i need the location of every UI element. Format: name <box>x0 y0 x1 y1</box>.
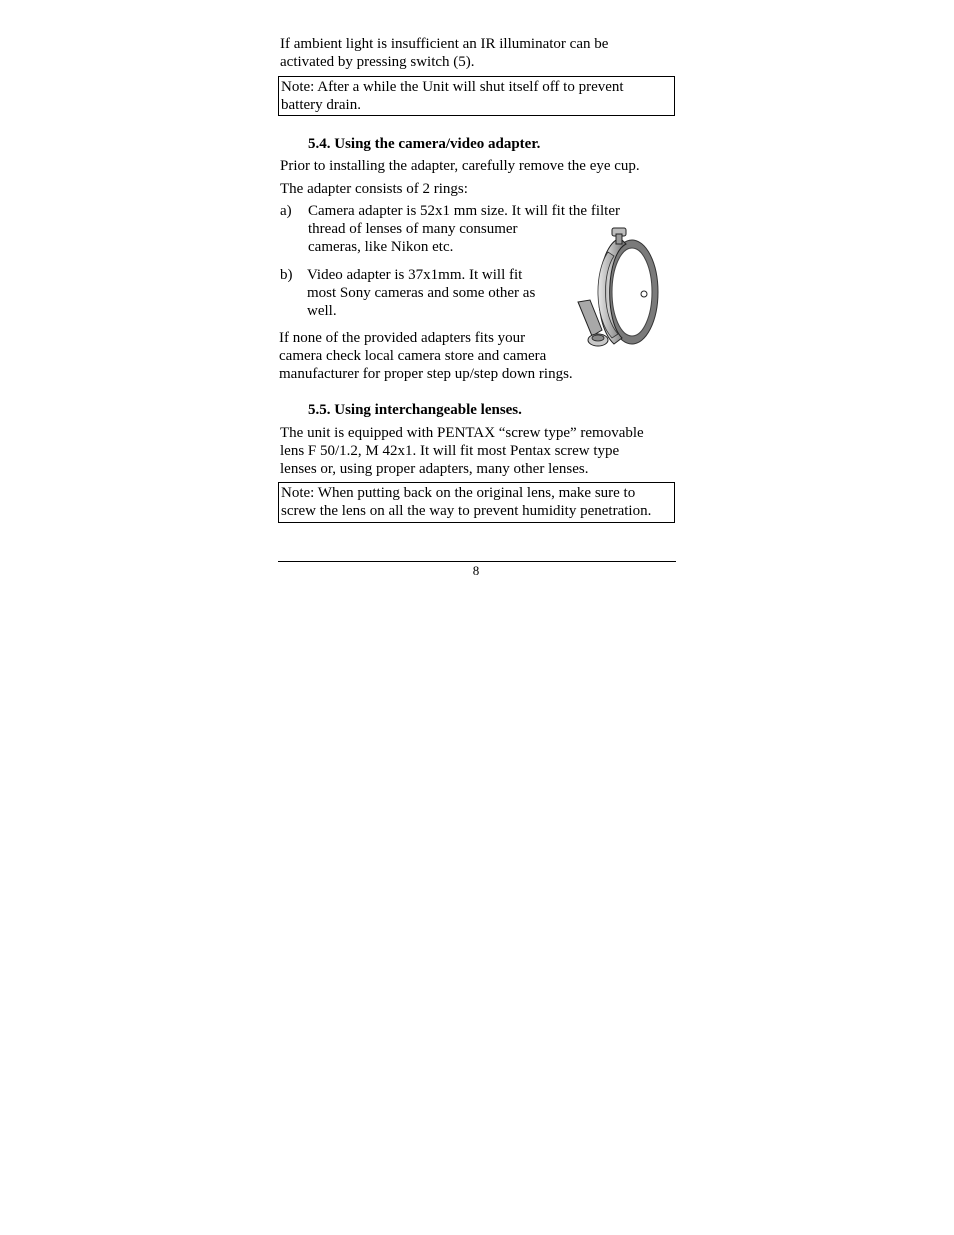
note-line: Note: When putting back on the original lens, make sure to <box>281 485 636 501</box>
paragraph-line: lens F 50/1.2, M 42x1. It will fit most Pentax screw type <box>280 443 620 459</box>
list-marker-a: a) <box>280 203 292 219</box>
paragraph-line: camera check local camera store and camera <box>279 348 547 364</box>
list-item-line: cameras, like Nikon etc. <box>308 239 454 255</box>
list-item-line: well. <box>307 303 337 319</box>
paragraph-line: manufacturer for proper step up/step down rings. <box>279 366 573 382</box>
section-heading-5-5: 5.5. Using interchangeable lenses. <box>308 402 522 418</box>
note-box-lens <box>278 482 675 523</box>
list-item-line: thread of lenses of many consumer <box>308 221 518 237</box>
list-marker-b: b) <box>280 267 293 283</box>
paragraph-adapters <box>279 329 599 383</box>
list-item-line: most Sony cameras and some other as <box>307 285 536 301</box>
note-line: screw the lens on all the way to prevent humidity penetration. <box>281 503 652 519</box>
note-line: battery drain. <box>281 97 361 113</box>
paragraph-line: lenses or, using proper adapters, many other lenses. <box>280 461 589 477</box>
note-box-battery <box>278 76 675 116</box>
list-item-b <box>307 266 557 320</box>
intro-paragraph <box>280 35 680 71</box>
paragraph-lens <box>280 424 680 478</box>
intro-line: If ambient light is insufficient an IR illuminator can be <box>280 36 609 52</box>
page-number: 8 <box>472 563 480 578</box>
paragraph-line: The unit is equipped with PENTAX “screw type” removable <box>280 425 644 441</box>
section-heading-5-4: 5.4. Using the camera/video adapter. <box>308 136 541 152</box>
intro-line: activated by pressing switch (5). <box>280 54 475 70</box>
paragraph: Prior to installing the adapter, carefully remove the eye cup. <box>280 158 640 174</box>
list-item-line: Camera adapter is 52x1 mm size. It will fit the filter <box>308 203 620 219</box>
paragraph-line: If none of the provided adapters fits your <box>279 330 526 346</box>
list-item-line: Video adapter is 37x1mm. It will fit <box>307 267 523 283</box>
paragraph: The adapter consists of 2 rings: <box>280 181 468 197</box>
note-line: Note: After a while the Unit will shut itself off to prevent <box>281 79 624 95</box>
